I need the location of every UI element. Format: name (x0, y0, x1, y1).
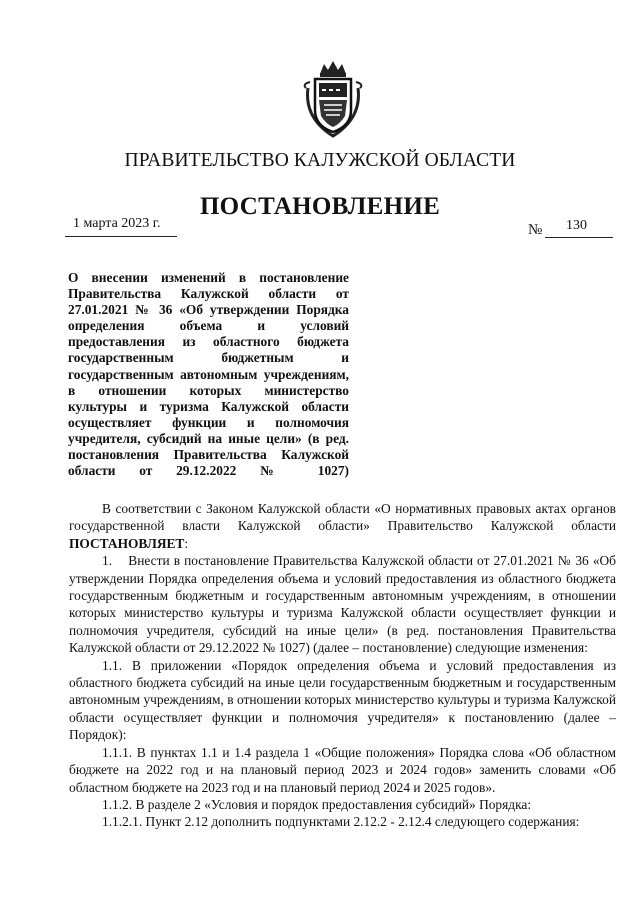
document-number: 130 (566, 218, 587, 233)
document-type-title: ПОСТАНОВЛЕНИЕ (199, 193, 441, 220)
government-title: ПРАВИТЕЛЬСТВО КАЛУЖСКОЙ ОБЛАСТИ (124, 150, 516, 171)
coat-of-arms-icon (300, 58, 366, 140)
subject-text: О внесении изменений в постановление Правительства Калужской области от 27.01.2021 № 36 «Об утверждении Порядка определения объема и условий предоставления из областного бюджета государственным бюджетным и государственным автономным учреждениям, в отношении которых министерство культуры и туризма Калужской области осуществляет функции и полномочия учредителя, субсидий на иные цели» (в ред. постановления Правительства Калужской области от 29.12.2022 № 1027) (68, 270, 349, 479)
paragraph-1-1-1: 1.1.1. В пунктах 1.1 и 1.4 раздела 1 «Общие положения» Порядка слова «Об областном бюджете на 2022 год и на плановый период 2023 и 2024 годов» заменить словами «Об областном бюджете на 2023 год и на плановый период 2024 и 2025 годов». (69, 744, 616, 795)
resolves-word: ПОСТАНОВЛЯЕТ (69, 535, 185, 551)
paragraph-1-1: 1.1. В приложении «Порядок определения объема и условий предоставления из областного бюджета субсидий на иные цели государственным бюджетным и государственным автономным учреждениям, в отношении которых министерство культуры и туризма Калужской области осуществляет функции и полномочия учредителя» к постановлению (далее – Порядок): (69, 657, 616, 743)
paragraph-1-1-2-1: 1.1.2.1. Пункт 2.12 дополнить подпунктами 2.12.2 - 2.12.4 следующего содержания: (102, 814, 580, 830)
document-date: 1 марта 2023 г. (73, 216, 161, 231)
preamble-text: В соответствии с Законом Калужской области «О нормативных правовых актах органов государственной власти Калужской области» Правительство Калужской области (69, 501, 616, 534)
document-body (69, 500, 616, 831)
number-label: № (528, 222, 543, 238)
number-underline (545, 237, 613, 238)
paragraph-1: 1. Внести в постановление Правительства Калужской области от 27.01.2021 № 36 «Об утверждении Порядка определения объема и условий предоставления из областного бюджета государственным бюджетным и государственным автономным учреждениям, в отношении которых министерство культуры и туризма Калужской области осуществляет функции и полномочия учредителя, субсидий на иные цели» (в ред. постановления Правительства Калужской области от 29.12.2022 № 1027) (далее – постановление) следующие изменения: (69, 553, 616, 656)
resolves-punct: : (184, 535, 189, 551)
date-underline (65, 236, 177, 237)
preamble-paragraph (69, 500, 616, 552)
document-subject (68, 270, 349, 479)
paragraph-1-1-2: 1.1.2. В разделе 2 «Условия и порядок предоставления субсидий» Порядка: (102, 796, 532, 812)
